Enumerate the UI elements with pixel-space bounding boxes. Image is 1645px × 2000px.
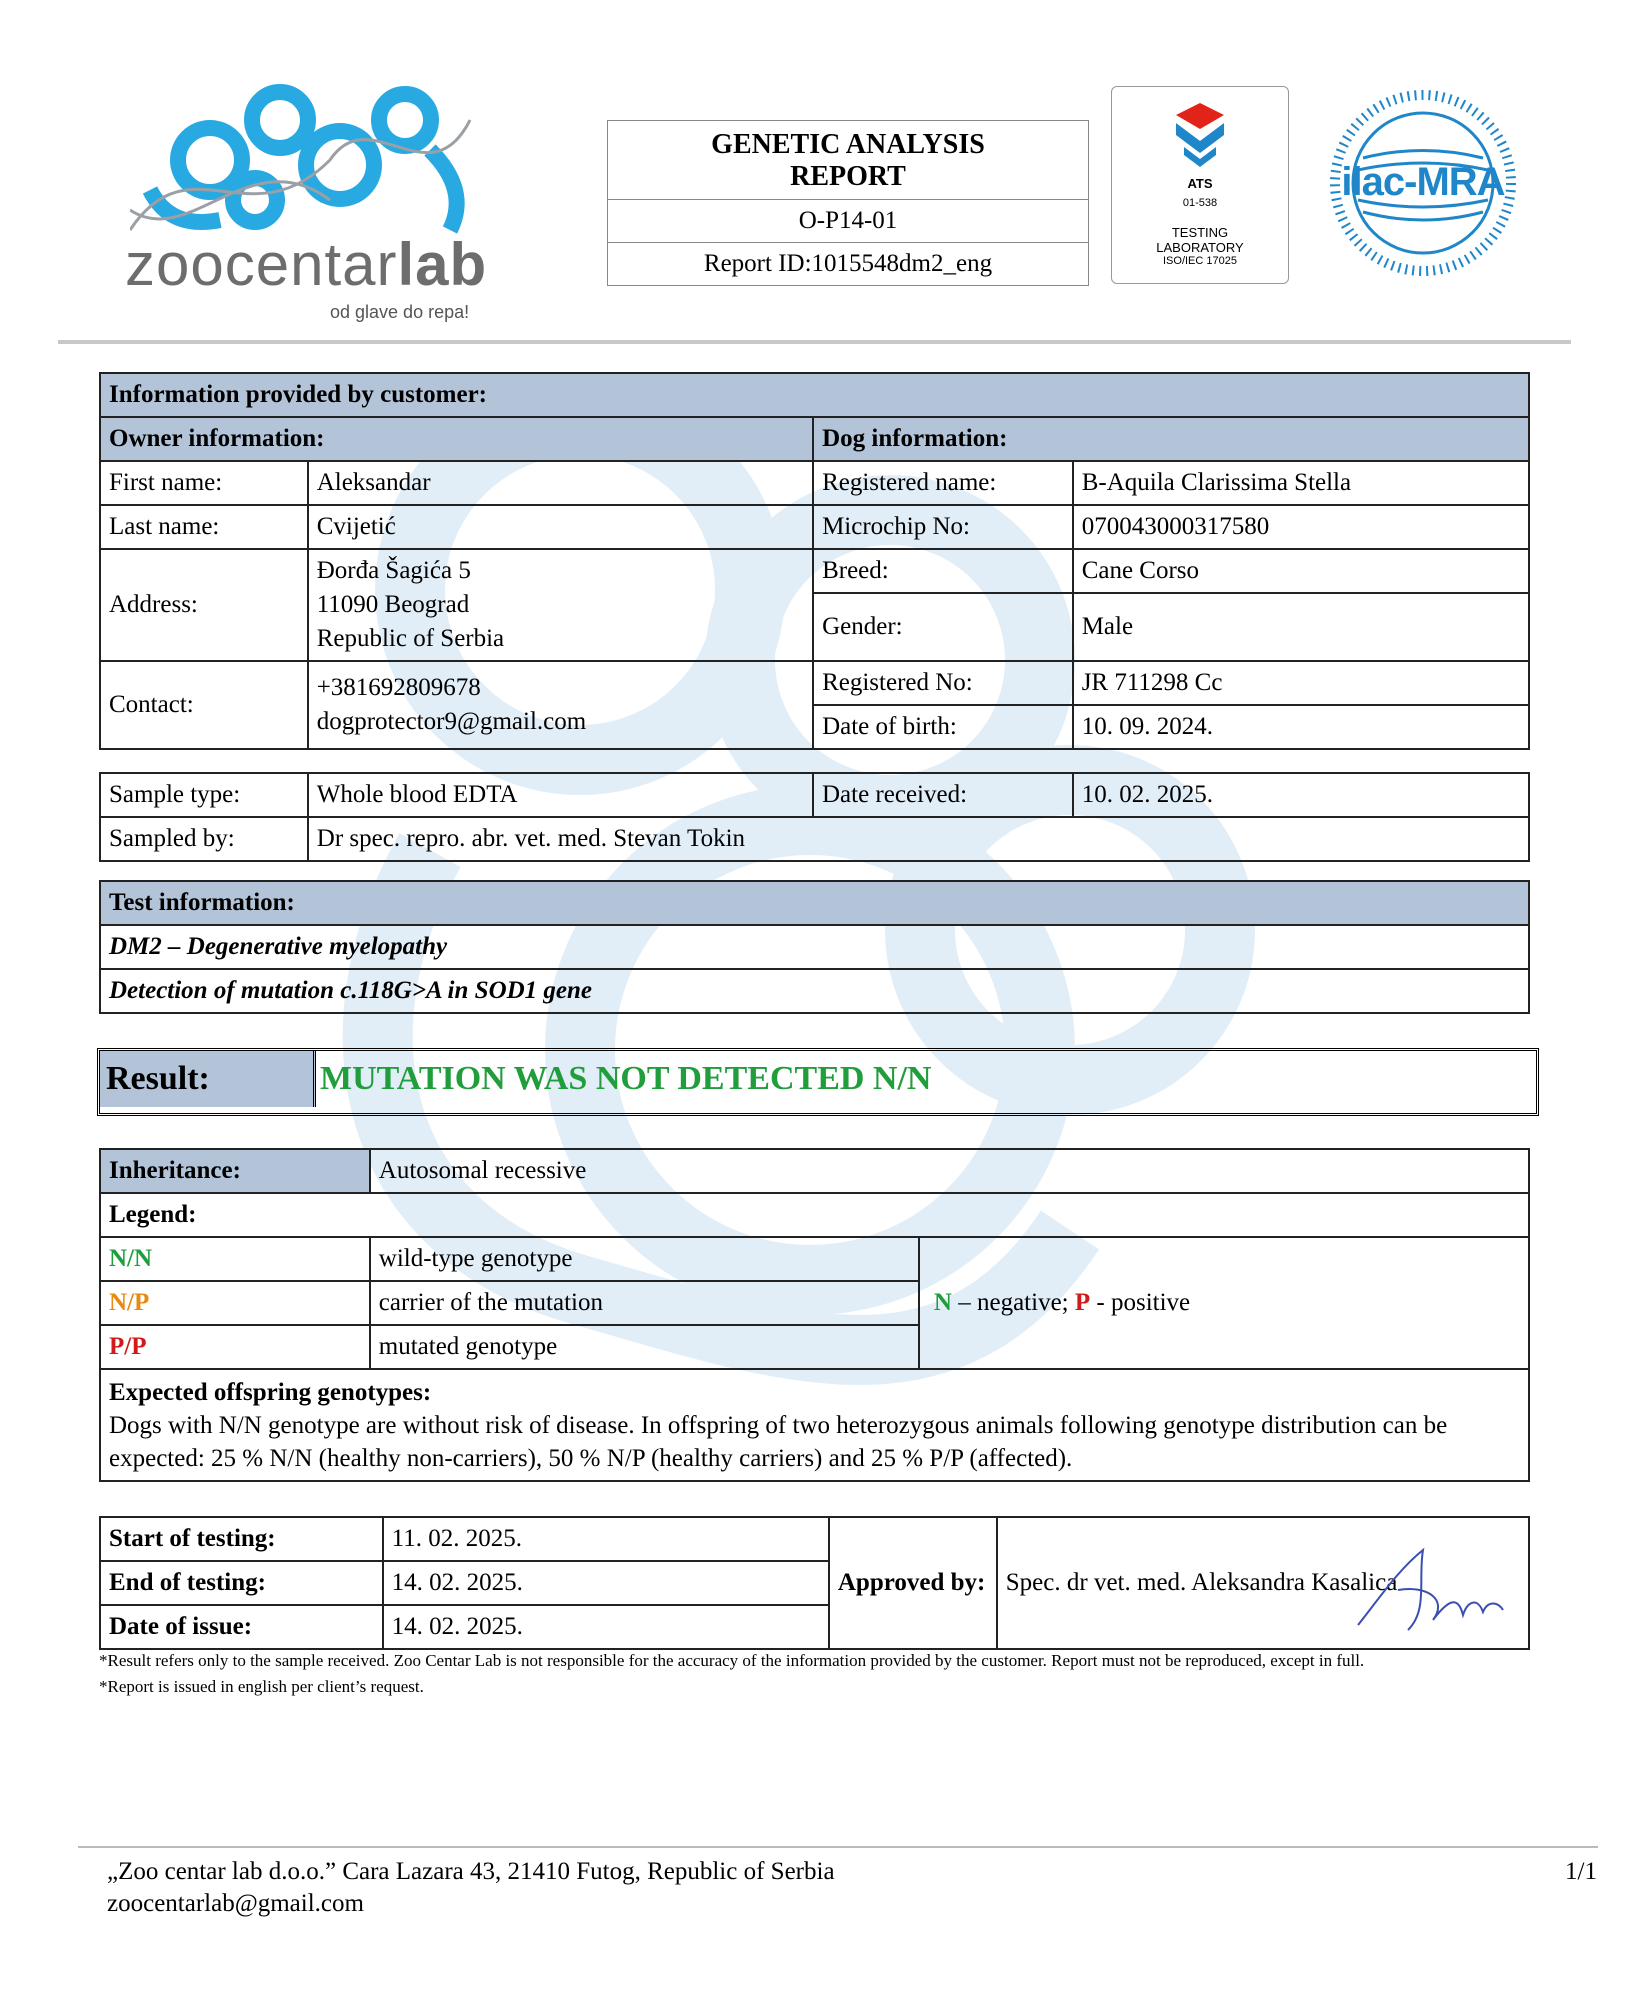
offspring-title: Expected offspring genotypes: (109, 1378, 432, 1406)
owner-info-title: Owner information: (100, 417, 813, 461)
legend-desc-nn: wild-type genotype (370, 1237, 919, 1281)
legend-n-code: N (933, 1289, 952, 1316)
breed-label: Breed: (813, 549, 1073, 593)
sample-table (99, 772, 1530, 862)
registered-no-label: Registered No: (813, 661, 1073, 705)
dob-label: Date of birth: (813, 705, 1073, 749)
approved-by-cell (997, 1517, 1529, 1649)
legend-n-text: – negative; (951, 1289, 1075, 1316)
ilac-mra-text: ilac-MRA (1341, 160, 1505, 204)
gender-value: Male (1073, 593, 1529, 661)
notes (99, 1648, 1530, 1700)
gender-label: Gender: (813, 593, 1073, 661)
address-line2: 11090 Beograd (316, 591, 470, 618)
logo-graphic (130, 80, 490, 240)
footer-company: „Zoo centar lab d.o.o.” Cara Lazara 43, 21410 Futog, Republic of Serbia (107, 1858, 835, 1885)
dog-info-title: Dog information: (813, 417, 1529, 461)
dob-value: 10. 09. 2024. (1073, 705, 1529, 749)
ats-line2: LABORATORY (1156, 240, 1244, 255)
last-name-label: Last name: (100, 505, 308, 549)
offspring-text: Dogs with N/N genotype are without risk of disease. In offspring of two heterozygous animals following genotype distribution can be expected: 25 % N/N (healthy non-carriers), 50 % N/P (healthy carriers) and 25 % P/P (affected). (109, 1411, 1448, 1472)
ats-line1: TESTING (1171, 225, 1229, 240)
report-id: Report ID:1015548dm2_eng (703, 250, 993, 277)
address-label: Address: (100, 549, 308, 661)
date-issue-value: 14. 02. 2025. (383, 1605, 829, 1649)
sampled-by-label: Sampled by: (100, 817, 308, 861)
start-testing-label: Start of testing: (100, 1517, 383, 1561)
sample-type-value: Whole blood EDTA (308, 773, 813, 817)
footer (107, 1856, 1597, 1920)
header-divider (58, 340, 1571, 344)
footer-divider (78, 1846, 1598, 1848)
microchip-label: Microchip No: (813, 505, 1073, 549)
legend-table (99, 1148, 1530, 1482)
legend-code-pp: P/P (100, 1325, 370, 1369)
ilac-mra-seal (1328, 88, 1518, 278)
result-label: Result: (100, 1051, 316, 1107)
legend-desc-np: carrier of the mutation (370, 1281, 919, 1325)
note-1: *Result refers only to the sample received. Zoo Centar Lab is not responsible for the accuracy of the information provided by the customer. Report must not be reproduced, except in full. (99, 1651, 1365, 1670)
offspring-cell (100, 1369, 1529, 1481)
address-line3: Republic of Serbia (316, 625, 505, 652)
legend-code-np: N/P (100, 1281, 370, 1325)
report-title: GENETIC ANALYSIS REPORT (608, 121, 1088, 200)
address-value (308, 549, 813, 661)
contact-value (308, 661, 813, 749)
ats-badge (1111, 86, 1289, 284)
logo-text-regular: zoocentar (125, 231, 398, 298)
test-info-title: Test information: (100, 881, 1529, 925)
address-line1: Đorđa Šagića 5 (316, 557, 471, 584)
test-info-table (99, 880, 1530, 1014)
logo-text-bold: lab (397, 231, 488, 298)
signature (1338, 1540, 1508, 1640)
form-code: O-P14-01 (608, 200, 1088, 243)
contact-phone: +381692809678 (316, 674, 481, 701)
report-title-box (607, 120, 1089, 286)
test-detection: Detection of mutation c.118G>A in SOD1 gene (100, 969, 1529, 1013)
registered-name-label: Registered name: (813, 461, 1073, 505)
legend-desc-pp: mutated genotype (370, 1325, 919, 1369)
logo (125, 80, 585, 330)
start-testing-value: 11. 02. 2025. (383, 1517, 829, 1561)
registered-no-value: JR 711298 Cc (1073, 661, 1529, 705)
contact-label: Contact: (100, 661, 308, 749)
legend-title: Legend: (100, 1193, 1529, 1237)
ats-check-icon (1170, 101, 1230, 171)
registered-name-value: B-Aquila Clarissima Stella (1073, 461, 1529, 505)
footer-email: zoocentarlab@gmail.com (107, 1890, 364, 1917)
ats-line3: ISO/IEC 17025 (1163, 255, 1237, 267)
end-testing-label: End of testing: (100, 1561, 383, 1605)
date-received-value: 10. 02. 2025. (1073, 773, 1529, 817)
result-value: MUTATION WAS NOT DETECTED N/N (320, 1060, 932, 1097)
legend-p-code: P (1074, 1289, 1091, 1316)
note-2: *Report is issued in english per client’s request. (99, 1677, 424, 1696)
first-name-value: Aleksandar (308, 461, 813, 505)
date-received-label: Date received: (813, 773, 1073, 817)
ats-name: ATS (1187, 176, 1213, 191)
result-box (97, 1048, 1539, 1116)
contact-email: dogprotector9@gmail.com (316, 708, 587, 735)
ats-number: 01-538 (1182, 197, 1218, 209)
footer-page: 1/1 (1565, 1858, 1597, 1885)
dates-table (99, 1516, 1530, 1650)
legend-p-text: - positive (1090, 1289, 1191, 1316)
inheritance-value: Autosomal recessive (370, 1149, 1529, 1193)
date-issue-label: Date of issue: (100, 1605, 383, 1649)
last-name-value: Cvijetić (308, 505, 813, 549)
breed-value: Cane Corso (1073, 549, 1529, 593)
test-name: DM2 – Degenerative myelopathy (100, 925, 1529, 969)
end-testing-value: 14. 02. 2025. (383, 1561, 829, 1605)
first-name-label: First name: (100, 461, 308, 505)
approved-by-label: Approved by: (829, 1517, 997, 1649)
legend-np-key (919, 1237, 1529, 1369)
sample-type-label: Sample type: (100, 773, 308, 817)
approved-by-name: Spec. dr vet. med. Aleksandra Kasalica (1005, 1569, 1398, 1596)
microchip-value: 070043000317580 (1073, 505, 1529, 549)
logo-tagline: od glave do repa! (330, 302, 470, 322)
customer-info-table (99, 372, 1530, 750)
legend-code-nn: N/N (100, 1237, 370, 1281)
inheritance-label: Inheritance: (100, 1149, 370, 1193)
sampled-by-value: Dr spec. repro. abr. vet. med. Stevan Tokin (308, 817, 1529, 861)
customer-section-title: Information provided by customer: (100, 373, 1529, 417)
